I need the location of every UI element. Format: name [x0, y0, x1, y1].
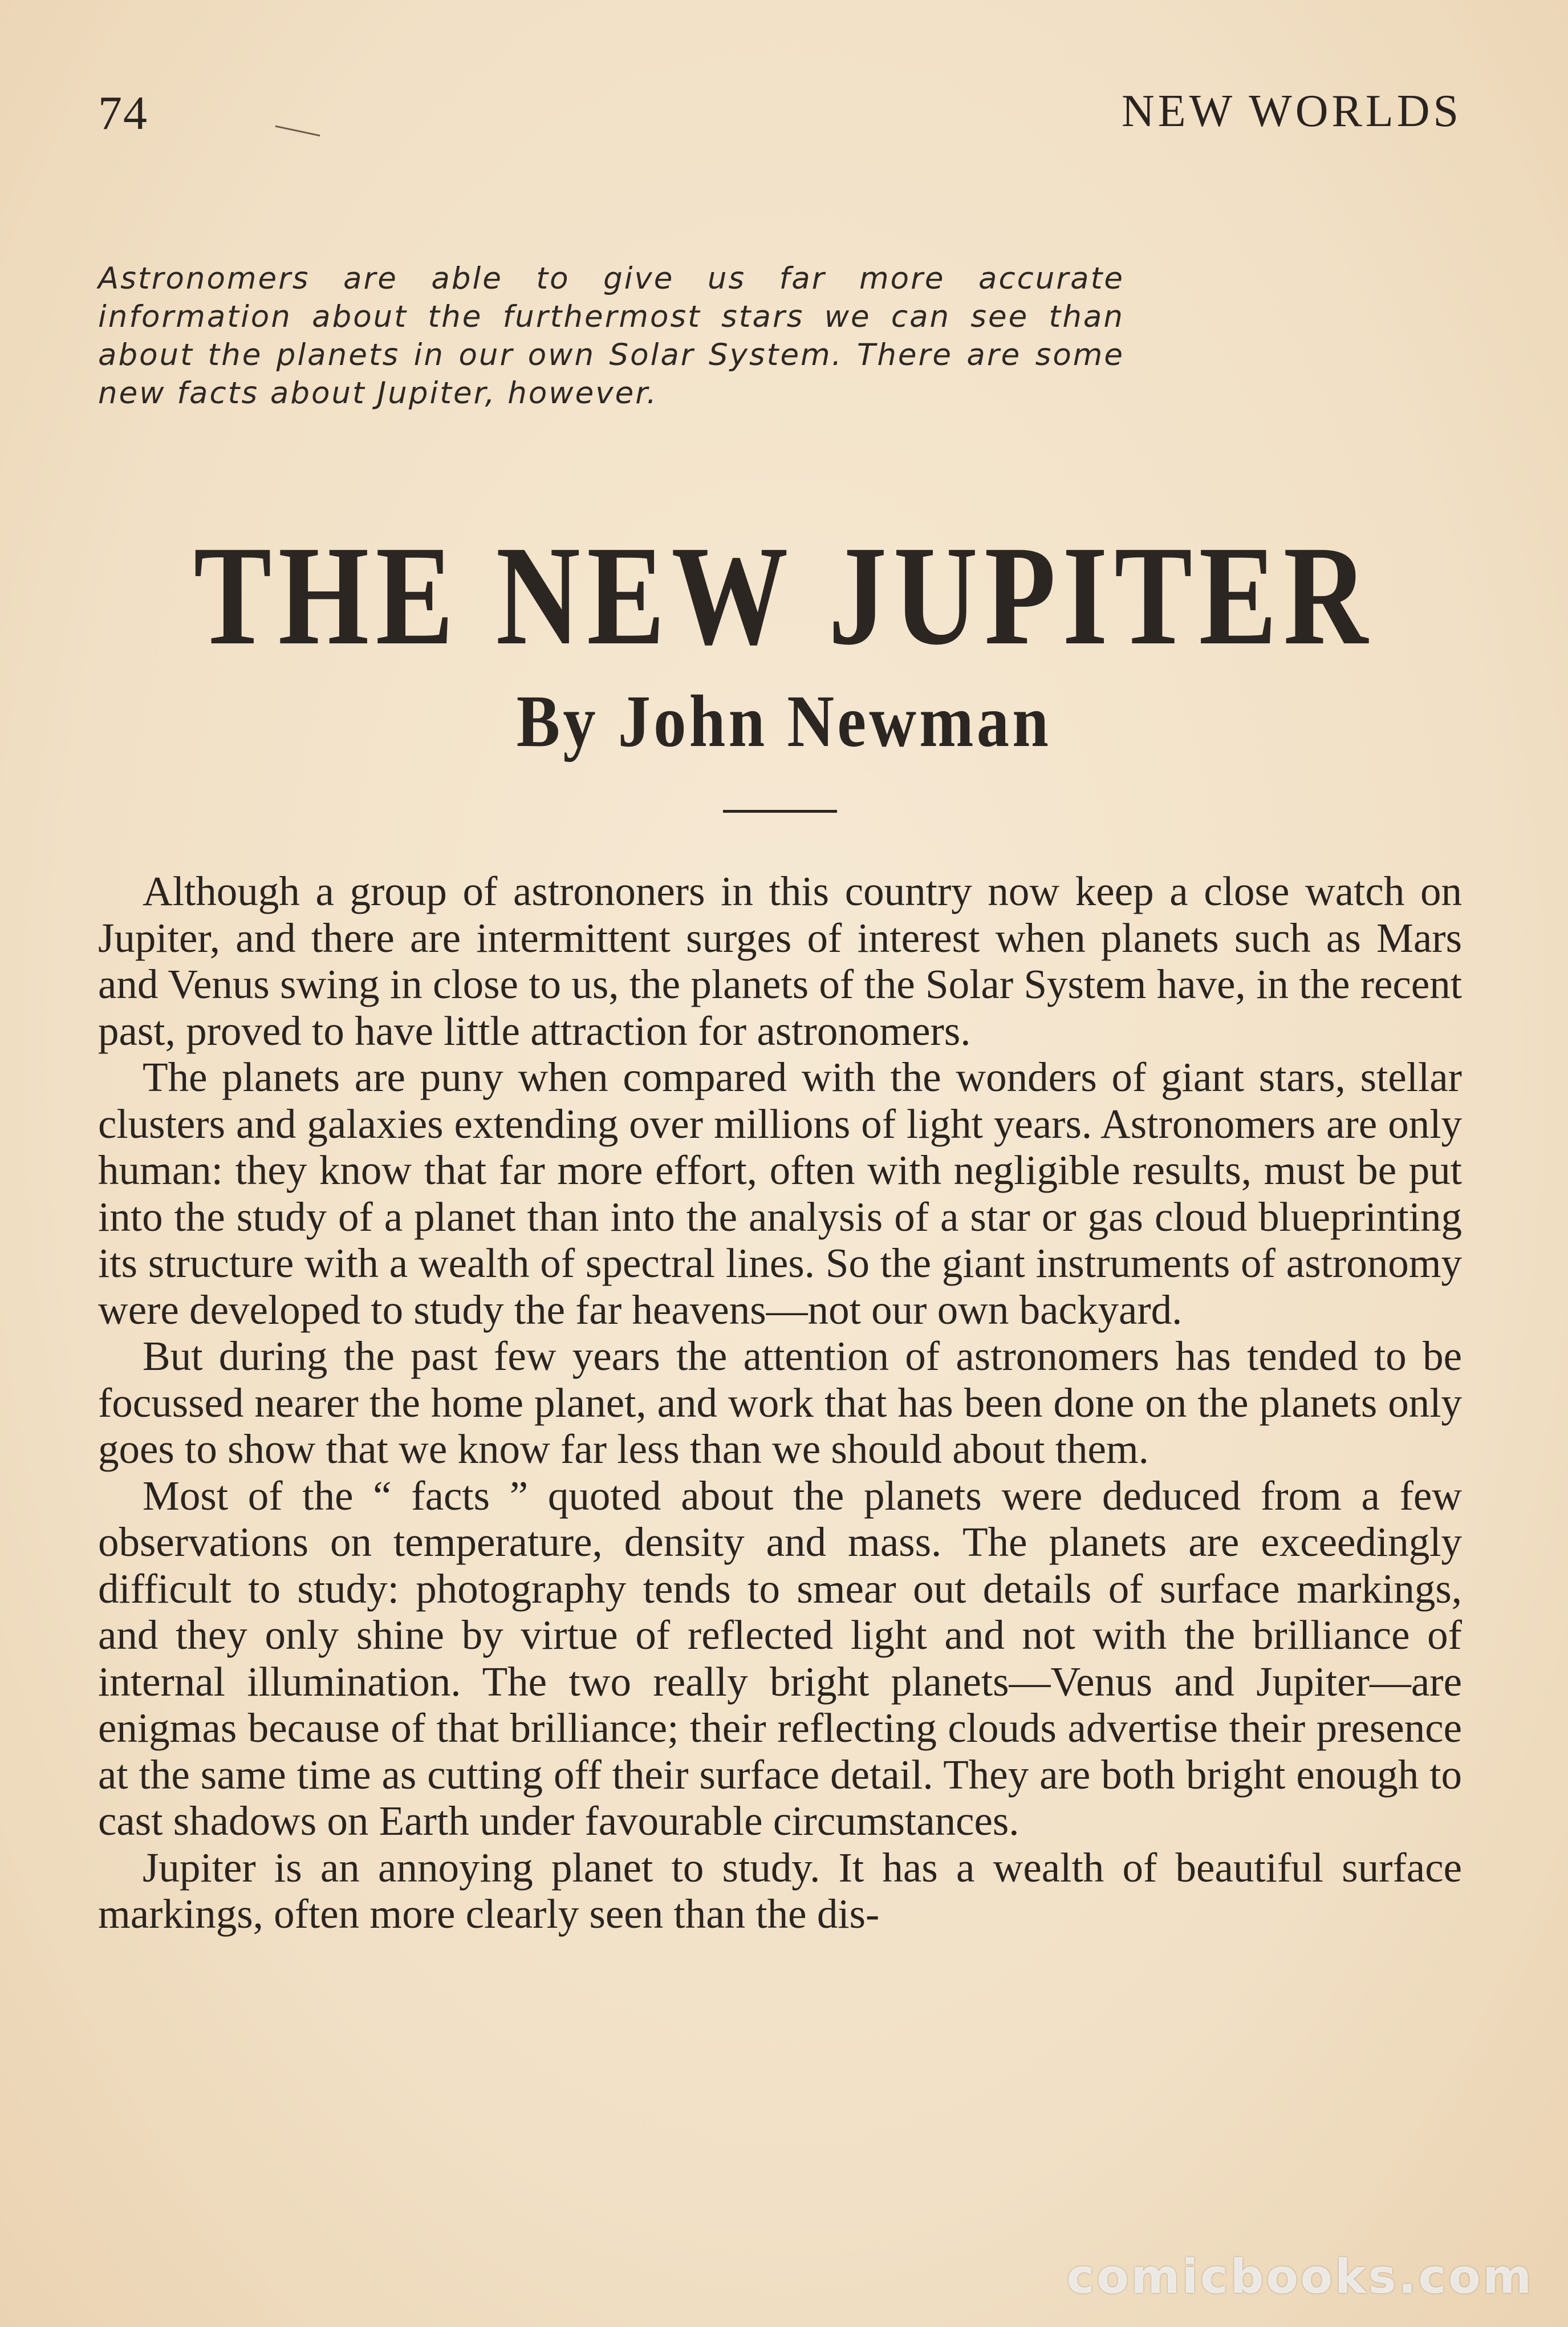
page-header	[98, 86, 1462, 148]
running-head-magazine-title: NEW WORLDS	[1121, 86, 1462, 136]
article-paragraph: Most of the “ facts ” quoted about the planets were deduced from a few observations on temperature, density and mass. The planets are exceedingly difficult to study: photography tends to smear out details of surface markings, and they only shine by virtue of reflected light and not with the brilliance of internal illumination. The two really bright planets—Venus and Jupiter—are enigmas because of that brilliance; their reflecting clouds advertise their presence at the same time as cutting off their surface detail. They are both bright enough to cast shadows on Earth under favourable circumstances.	[98, 1472, 1462, 1844]
article-intro-blurb: Astronomers are able to give us far more accurate information about the furthermost stars we can see than about the planets in our own Solar System. There are some new facts about Jupiter, however.	[98, 261, 1124, 411]
article-paragraph: The planets are puny when compared with the wonders of giant stars, stellar clusters and galaxies extending over millions of light years. Astronomers are only human: they know that far more effort, often with negligible results, must be put into the study of a planet than into the analysis of a star or gas cloud blueprinting its structure with a wealth of spectral lines. So the giant instruments of astronomy were developed to study the far heavens—not our own backyard.	[98, 1054, 1462, 1333]
title-divider-rule	[723, 810, 837, 813]
article-paragraph: But during the past few years the attention of astronomers has tended to be focussed nearer the home planet, and work that has been done on the planets only goes to show that we know far less than we should about them.	[98, 1333, 1462, 1472]
article-title: THE NEW JUPITER	[193, 517, 1375, 675]
article-byline: By John Newman	[516, 680, 1052, 763]
header-dash-mark	[275, 125, 320, 137]
article-body	[98, 868, 1462, 1937]
article-paragraph: Jupiter is an annoying planet to study. It has a wealth of beautiful surface markings, often more clearly seen than the dis-	[98, 1844, 1462, 1937]
page-number: 74	[98, 87, 148, 140]
article-paragraph: Although a group of astrononers in this country now keep a close watch on Jupiter, and there are intermittent surges of interest when planets such as Mars and Venus swing in close to us, the planets of the Solar System have, in the recent past, proved to have little attraction for astronomers.	[98, 868, 1462, 1054]
source-watermark: comicbooks.com	[1066, 2250, 1534, 2304]
